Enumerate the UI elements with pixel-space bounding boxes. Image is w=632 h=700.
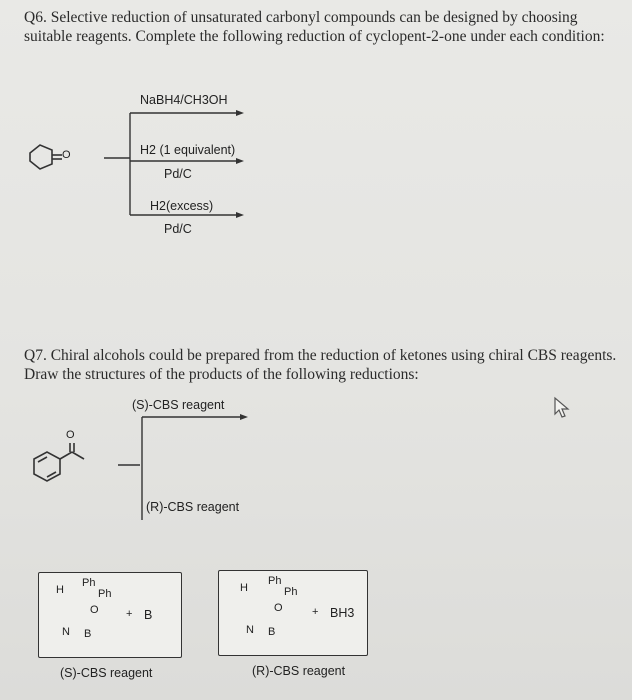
arrow-2-head [236,158,244,164]
r-cbs-b: B [268,626,276,638]
q6-question-line2: suitable reagents. Complete the following reduction of cyclopent-2-one under each condition: [24,28,605,45]
r-cbs-o: O [274,602,283,614]
q6-reagent-3-top: H2(excess) [150,199,214,213]
q6-reagent-2-top: H2 (1 equivalent) [140,143,236,157]
q6-reagent-1: NaBH4/CH3OH [140,93,228,107]
r-cbs-n: N [246,624,254,636]
q6-substrate-oxygen: O [62,149,71,161]
q6-reagent-3-bottom: Pd/C [164,222,192,236]
r-cbs-plus: + [312,606,319,618]
s-cbs-h: H [56,584,64,596]
q7-arrow-1-head [240,414,248,420]
q7-reagent-bottom: (R)-CBS reagent [146,500,240,514]
s-cbs-o: O [90,604,99,616]
r-cbs-ph-top: Ph [268,575,282,587]
s-cbs-ph-side: Ph [98,588,112,600]
arrow-1-head [236,110,244,116]
q6-question-line1: Q6. Selective reduction of unsaturated carbonyl compounds can be designed by choosing [24,9,578,26]
arrow-3-head [236,212,244,218]
s-cbs-ph-top: Ph [82,577,96,589]
q7-question-line2: Draw the structures of the products of the following reductions: [24,366,419,383]
s-cbs-reagent: B [144,608,153,622]
q7-question-line1: Q7. Chiral alcohols could be prepared from the reduction of ketones using chiral CBS reagents. [24,347,617,364]
cyclopentenone-structure [30,145,62,169]
s-cbs-caption: (S)-CBS reagent [60,666,153,680]
q6-reagent-2-bottom: Pd/C [164,167,192,181]
r-cbs-ph-side: Ph [284,586,298,598]
mouse-pointer-icon [555,398,568,417]
s-cbs-b: B [84,628,92,640]
q7-substrate-oxygen: O [66,429,75,441]
s-cbs-plus: + [126,608,133,620]
s-cbs-n: N [62,626,70,638]
r-cbs-caption: (R)-CBS reagent [252,664,346,678]
r-cbs-h: H [240,582,248,594]
q7-reagent-top: (S)-CBS reagent [132,398,225,412]
acetophenone-structure [34,443,84,481]
r-cbs-reagent: BH3 [330,606,355,620]
